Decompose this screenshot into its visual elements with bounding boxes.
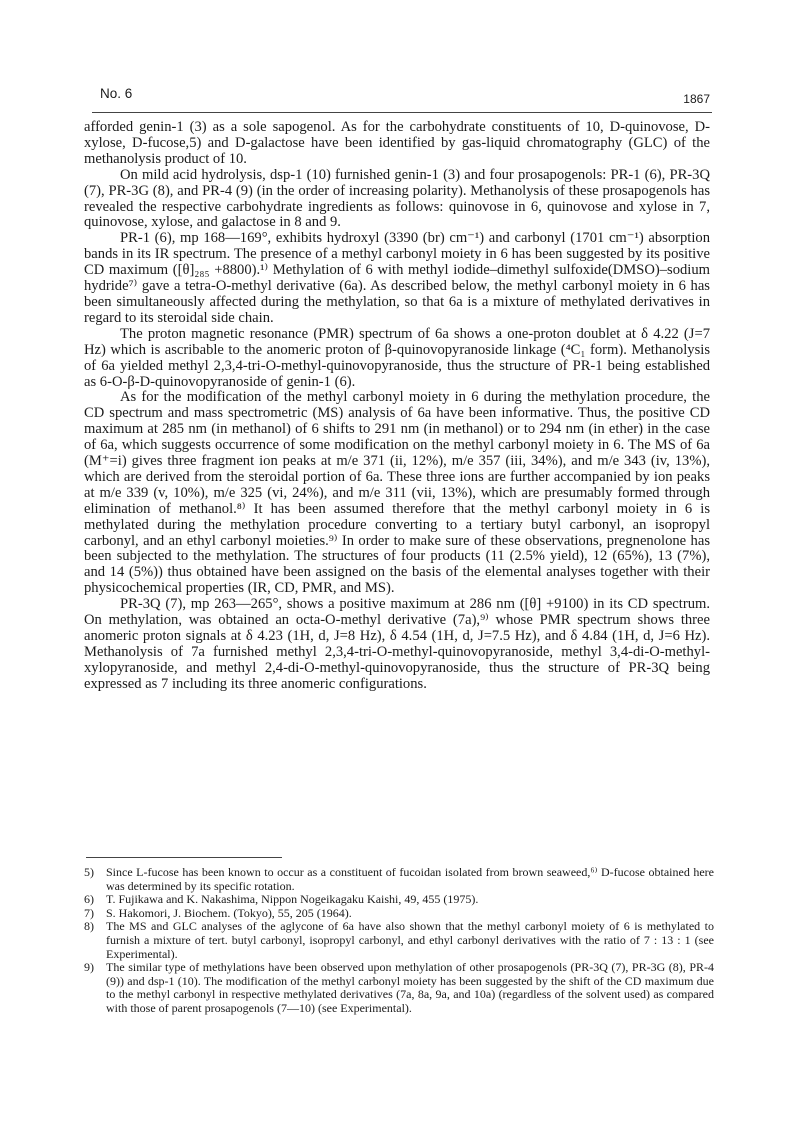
footnote-number: 7): [84, 905, 94, 920]
footnote-number: 9): [84, 960, 94, 975]
footnote: [84, 893, 714, 907]
page-header: [100, 86, 710, 110]
paragraph: PR-3Q (7), mp 263—265°, shows a positive maximum at 286 nm ([θ] +9100) in its CD spectrum. On methylation, was obtained an octa-O-methyl derivative (7a),⁹⁾ whose PMR spectrum shows three anomeric proton signals at δ 4.23 (1H, d, J=8 Hz), δ 4.54 (1H, d, J=7.5 Hz), and δ 4.84 (1H, d, J=6 Hz). Methanolysis of 7a furnished methyl 2,3,4-tri-O-methyl-quinovopyranoside, methyl 3,4-di-O-methyl-xylopyranoside, and methyl 2,4-di-O-methyl-quinovopyranoside, thus the structure of PR-3Q being expressed as 7 including its three anomeric configurations.: [84, 596, 710, 692]
footnote-text: The similar type of methylations have been observed upon methylation of other prosapogenols (PR-3Q (7), PR-3G (8), PR-4 (9)) and dsp-1 (10). The modification of the methyl carbonyl moiety has been suggested by the shift of the CD maximum due to the methyl carbonyl in respective methylated derivatives (7a, 8a, 9a, and 10a) (regardless of the solvent used) as compared with those of parent prosapogenols (7—10) (see Experimental).: [106, 960, 714, 1015]
journal-issue: No. 6: [100, 86, 133, 101]
footnote: [84, 961, 714, 1015]
footnote: [84, 907, 714, 921]
body-text: [84, 120, 710, 693]
header-rule: [92, 112, 712, 113]
footnote-text: S. Hakomori, J. Biochem. (Tokyo), 55, 205 (1964).: [106, 905, 352, 920]
footnote-rule: [86, 857, 282, 858]
page-number: 1867: [683, 92, 710, 106]
footnote-text: Since L-fucose has been known to occur as a constituent of fucoidan isolated from brown seaweed,⁶⁾ D-fucose obtained here was determined by its specific rotation.: [106, 865, 714, 893]
footnote: [84, 866, 714, 893]
paragraph: The proton magnetic resonance (PMR) spectrum of 6a shows a one-proton doublet at δ 4.22 (J=7 Hz) which is ascribable to the anomeric proton of β-quinovopyranoside linkage (⁴C₁ form). Methanolysis of 6a yielded methyl 2,3,4-tri-O-methyl-quinovopyranoside, thus the structure of PR-1 being established as 6-O-β-D-quinovopyranoside of genin-1 (6).: [84, 325, 710, 390]
paragraph: As for the modification of the methyl carbonyl moiety in 6 during the methylation procedure, the CD spectrum and mass spectrometric (MS) analysis of 6a have been informative. Thus, the positive CD maximum at 285 nm (in methanol) of 6 shifts to 291 nm (in methanol) or to 294 nm (in ether) in the case of 6a, which suggests occurrence of some modification on the methyl carbonyl moiety in 6. The MS of 6a (M⁺=i) gives three fragment ion peaks at m/e 371 (ii, 12%), m/e 357 (iii, 34%), and m/e 343 (iv, 13%), which are derived from the steroidal portion of 6a. These three ions are further accompanied by ion peaks at m/e 339 (v, 10%), m/e 325 (vi, 24%), and m/e 311 (vii, 13%), which are presumably formed through elimination of methanol.⁸⁾ It has been assumed therefore that the methyl carbonyl moiety in 6 is methylated during the methylation procedure converting to a tertiary butyl carbonyl, an isopropyl carbonyl, and an ethyl carbonyl moieties.⁹⁾ In order to make sure of these observations, pregnenolone has been subjected to the methylation. The structures of four products (11 (2.5% yield), 12 (65%), 13 (7%), and 14 (5%)) thus obtained have been assigned on the basis of the elemental analyses together with their physicochemical properties (IR, CD, PMR, and MS).: [84, 389, 710, 597]
paragraph: PR-1 (6), mp 168—169°, exhibits hydroxyl (3390 (br) cm⁻¹) and carbonyl (1701 cm⁻¹) absorption bands in its IR spectrum. The presence of a methyl carbonyl moiety in 6 has been suggested by its positive CD maximum ([θ]₂₈₅ +8800).¹⁾ Methylation of 6 with methyl iodide–dimethyl sulfoxide(DMSO)–sodium hydride⁷⁾ gave a tetra-O-methyl derivative (6a). As described below, the methyl carbonyl moiety in 6 has been simultaneously affected during the methylation, so that 6a is a mixture of methylated derivatives in regard to its steroidal side chain.: [84, 230, 710, 326]
footnote-number: 6): [84, 892, 94, 907]
footnote-text: T. Fujikawa and K. Nakashima, Nippon Nogeikagaku Kaishi, 49, 455 (1975).: [106, 892, 479, 907]
footnote-number: 5): [84, 865, 94, 879]
footnote-number: 8): [84, 919, 94, 934]
paragraph: afforded genin-1 (3) as a sole sapogenol. As for the carbohydrate constituents of 10, D-quinovose, D-xylose, D-fucose,5) and D-galactose have been identified by gas-liquid chromatography (GLC) of the methanolysis product of 10.: [84, 119, 710, 167]
paragraph: On mild acid hydrolysis, dsp-1 (10) furnished genin-1 (3) and four prosapogenols: PR-1 (6), PR-3Q (7), PR-3G (8), and PR-4 (9) (in the order of increasing polarity). Methanolysis of these prosapogenols has revealed the respective carbohydrate ingredients as follows: quinovose in 6, quinovose and xylose in 7, quinovose, xylose, and galactose in 8 and 9.: [84, 166, 710, 231]
footnotes: [84, 866, 714, 1016]
footnote-text: The MS and GLC analyses of the aglycone of 6a have also shown that the methyl carbonyl moiety of 6 is methylated to furnish a mixture of tert. butyl carbonyl, isopropyl carbonyl, and ethyl carbonyl derivatives with the ratio of 7 : 13 : 1 (see Experimental).: [106, 919, 714, 961]
footnote: [84, 920, 714, 961]
